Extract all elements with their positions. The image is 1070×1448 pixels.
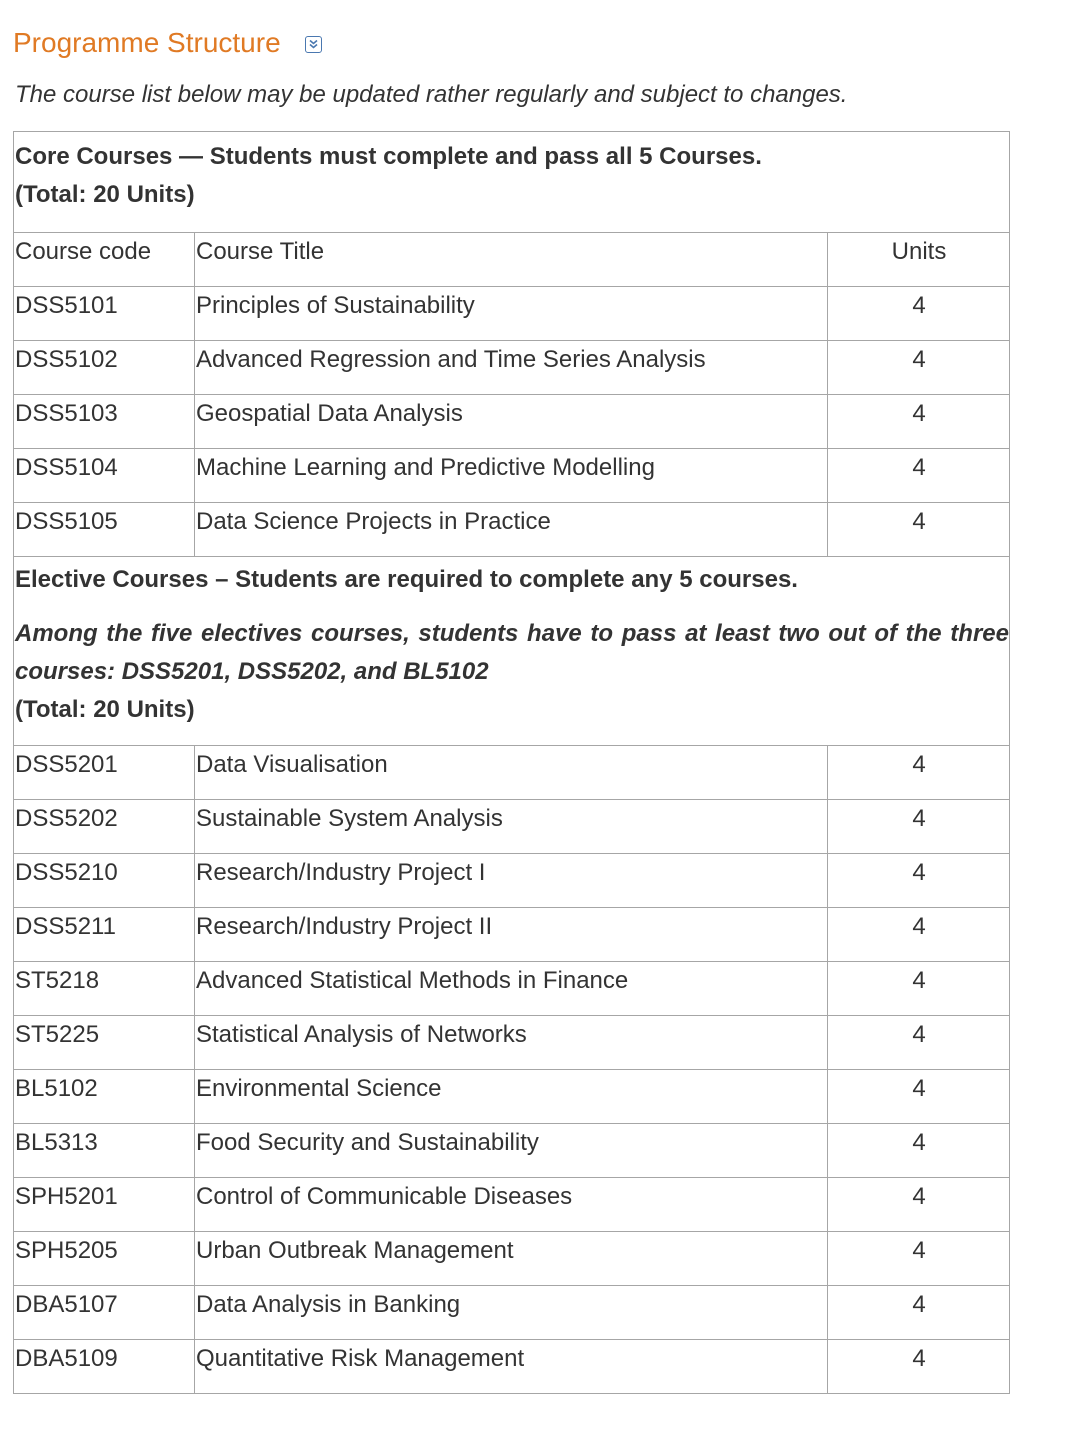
course-units: 4 bbox=[828, 1232, 1010, 1286]
course-units: 4 bbox=[828, 1340, 1010, 1394]
course-code: DSS5210 bbox=[14, 854, 195, 908]
course-title: Research/Industry Project II bbox=[195, 908, 828, 962]
column-header-title: Course Title bbox=[195, 233, 828, 287]
table-row bbox=[14, 1286, 1010, 1340]
course-code: DSS5202 bbox=[14, 800, 195, 854]
table-row bbox=[14, 287, 1010, 341]
course-title: Sustainable System Analysis bbox=[195, 800, 828, 854]
course-code: DSS5105 bbox=[14, 503, 195, 557]
course-units: 4 bbox=[828, 1178, 1010, 1232]
course-units: 4 bbox=[828, 341, 1010, 395]
course-code: SPH5201 bbox=[14, 1178, 195, 1232]
course-title: Statistical Analysis of Networks bbox=[195, 1016, 828, 1070]
course-title: Urban Outbreak Management bbox=[195, 1232, 828, 1286]
course-title: Advanced Statistical Methods in Finance bbox=[195, 962, 828, 1016]
course-code: DSS5211 bbox=[14, 908, 195, 962]
column-header-units: Units bbox=[828, 233, 1010, 287]
table-row bbox=[14, 1178, 1010, 1232]
course-title: Quantitative Risk Management bbox=[195, 1340, 828, 1394]
core-section-heading bbox=[14, 132, 1010, 233]
elective-requirement: Among the five electives courses, students have to pass at least two out of the three courses: DSS5201, DSS5202, and BL5102 bbox=[15, 620, 1009, 685]
course-title: Control of Communicable Diseases bbox=[195, 1178, 828, 1232]
table-row bbox=[14, 341, 1010, 395]
course-title: Environmental Science bbox=[195, 1070, 828, 1124]
table-row bbox=[14, 1124, 1010, 1178]
course-units: 4 bbox=[828, 854, 1010, 908]
course-units: 4 bbox=[828, 1124, 1010, 1178]
course-title: Advanced Regression and Time Series Analysis bbox=[195, 341, 828, 395]
course-code: DBA5109 bbox=[14, 1340, 195, 1394]
course-code: ST5225 bbox=[14, 1016, 195, 1070]
table-row bbox=[14, 503, 1010, 557]
course-units: 4 bbox=[828, 449, 1010, 503]
course-title: Principles of Sustainability bbox=[195, 287, 828, 341]
course-code: DSS5102 bbox=[14, 341, 195, 395]
section-header bbox=[13, 26, 322, 60]
course-title: Research/Industry Project I bbox=[195, 854, 828, 908]
table-row bbox=[14, 1340, 1010, 1394]
course-title: Data Analysis in Banking bbox=[195, 1286, 828, 1340]
core-heading: Core Courses — Students must complete and pass all 5 Courses. bbox=[15, 143, 762, 170]
page-title: Programme Structure bbox=[13, 27, 281, 58]
core-total: (Total: 20 Units) bbox=[15, 181, 195, 208]
elective-section-heading bbox=[14, 557, 1010, 746]
course-title: Food Security and Sustainability bbox=[195, 1124, 828, 1178]
course-code: BL5313 bbox=[14, 1124, 195, 1178]
course-code: DBA5107 bbox=[14, 1286, 195, 1340]
course-units: 4 bbox=[828, 800, 1010, 854]
course-units: 4 bbox=[828, 1016, 1010, 1070]
disclaimer-note: The course list below may be updated rather regularly and subject to changes. bbox=[15, 81, 848, 108]
table-row bbox=[14, 746, 1010, 800]
course-units: 4 bbox=[828, 908, 1010, 962]
elective-heading: Elective Courses – Students are required to complete any 5 courses. bbox=[15, 566, 798, 593]
chevron-double-down-icon[interactable] bbox=[305, 36, 322, 53]
course-units: 4 bbox=[828, 1070, 1010, 1124]
column-header-code: Course code bbox=[14, 233, 195, 287]
table-row bbox=[14, 854, 1010, 908]
course-table bbox=[13, 131, 1010, 1394]
chevron-double-down-glyph bbox=[308, 39, 319, 50]
elective-total: (Total: 20 Units) bbox=[15, 696, 195, 723]
course-title: Data Science Projects in Practice bbox=[195, 503, 828, 557]
course-code: BL5102 bbox=[14, 1070, 195, 1124]
table-row bbox=[14, 449, 1010, 503]
table-row bbox=[14, 962, 1010, 1016]
table-row bbox=[14, 1016, 1010, 1070]
column-header-row bbox=[14, 233, 1010, 287]
table-row bbox=[14, 1232, 1010, 1286]
course-units: 4 bbox=[828, 746, 1010, 800]
course-code: DSS5101 bbox=[14, 287, 195, 341]
course-code: ST5218 bbox=[14, 962, 195, 1016]
course-title: Geospatial Data Analysis bbox=[195, 395, 828, 449]
course-units: 4 bbox=[828, 395, 1010, 449]
course-units: 4 bbox=[828, 1286, 1010, 1340]
course-title: Data Visualisation bbox=[195, 746, 828, 800]
table-row bbox=[14, 395, 1010, 449]
table-row bbox=[14, 908, 1010, 962]
course-units: 4 bbox=[828, 287, 1010, 341]
table-row bbox=[14, 1070, 1010, 1124]
course-units: 4 bbox=[828, 503, 1010, 557]
course-code: SPH5205 bbox=[14, 1232, 195, 1286]
table-row bbox=[14, 800, 1010, 854]
course-code: DSS5104 bbox=[14, 449, 195, 503]
course-code: DSS5103 bbox=[14, 395, 195, 449]
course-code: DSS5201 bbox=[14, 746, 195, 800]
course-title: Machine Learning and Predictive Modelling bbox=[195, 449, 828, 503]
course-units: 4 bbox=[828, 962, 1010, 1016]
